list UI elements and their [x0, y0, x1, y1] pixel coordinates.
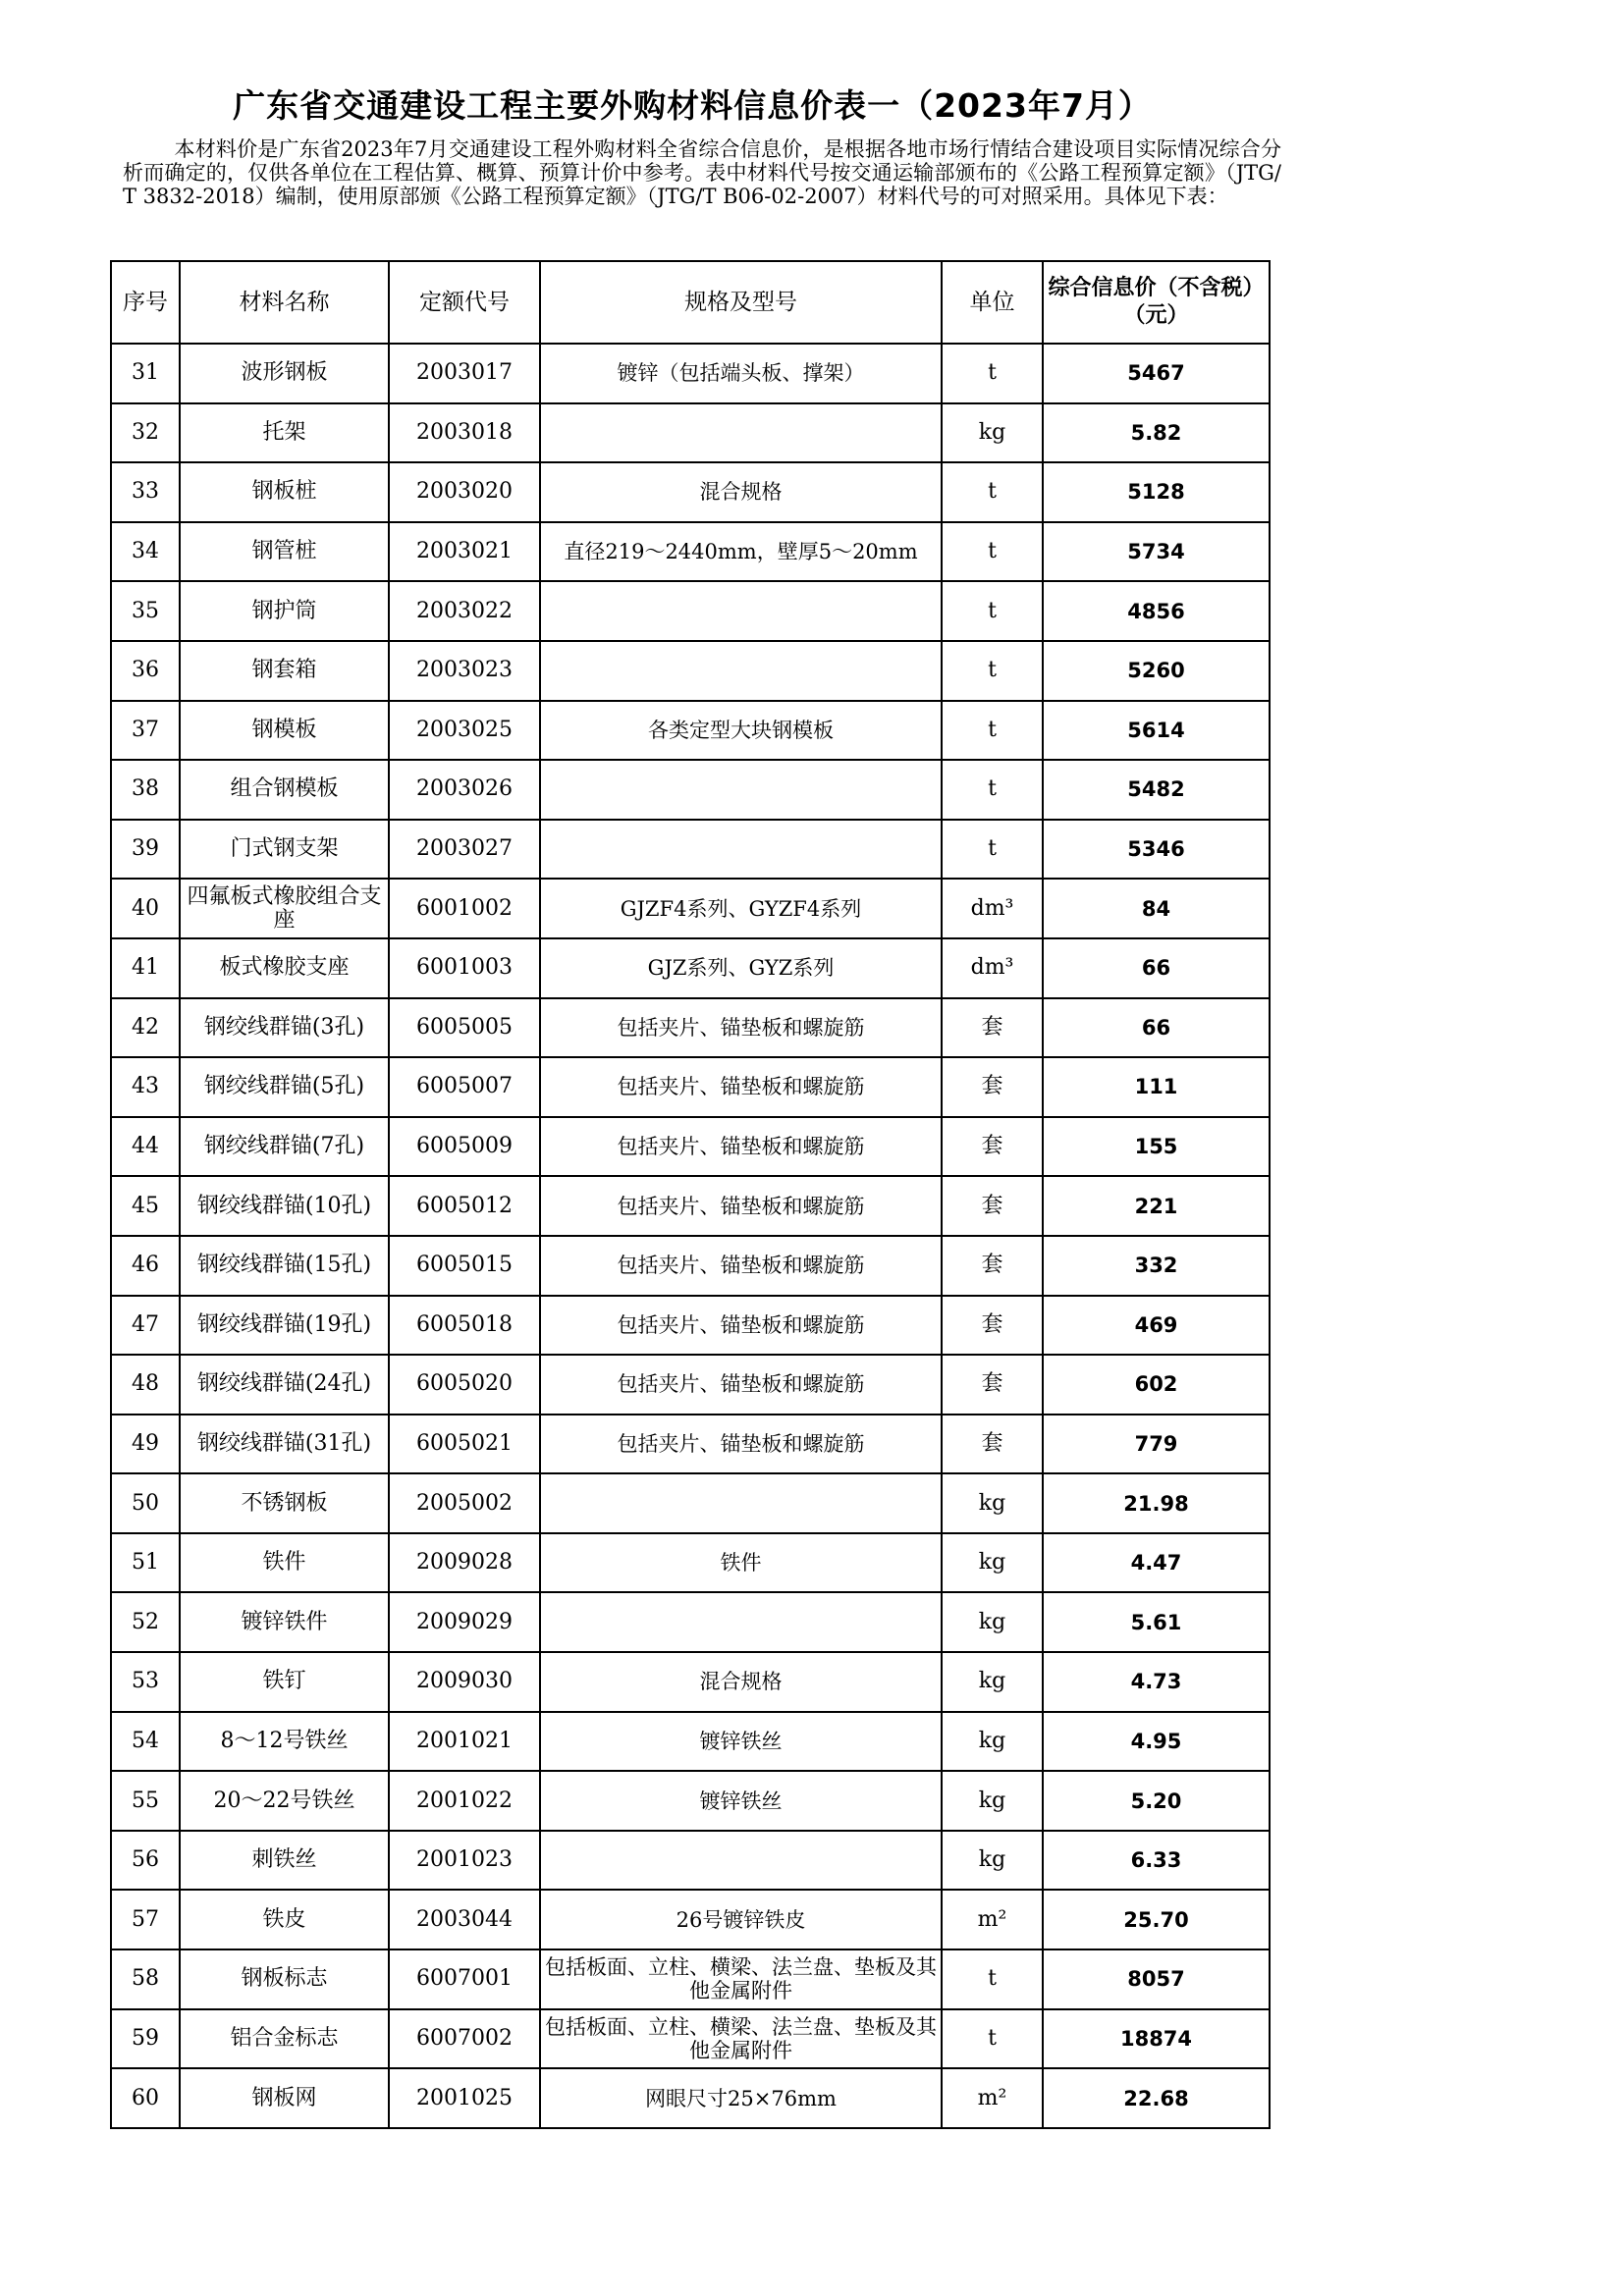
cell-spec	[540, 581, 942, 641]
cell-price: 5614	[1043, 701, 1270, 761]
cell-name: 刺铁丝	[180, 1831, 389, 1891]
cell-no: 41	[111, 938, 180, 998]
cell-spec: 包括板面、立柱、横梁、法兰盘、垫板及其他金属附件	[540, 1949, 942, 2009]
cell-name: 钢绞线群锚(7孔)	[180, 1117, 389, 1177]
cell-spec	[540, 1473, 942, 1533]
cell-no: 35	[111, 581, 180, 641]
cell-unit: t	[942, 344, 1043, 403]
table-row	[111, 522, 1270, 582]
cell-name: 钢管桩	[180, 522, 389, 582]
cell-spec: 镀锌铁丝	[540, 1771, 942, 1831]
cell-unit: 套	[942, 1057, 1043, 1117]
cell-spec: GJZF4系列、GYZF4系列	[540, 879, 942, 938]
cell-code: 6001002	[389, 879, 540, 938]
cell-price: 25.70	[1043, 1890, 1270, 1949]
table-row	[111, 2009, 1270, 2069]
cell-unit: t	[942, 641, 1043, 701]
cell-name: 镀锌铁件	[180, 1592, 389, 1652]
cell-no: 55	[111, 1771, 180, 1831]
table-row	[111, 2068, 1270, 2128]
cell-spec	[540, 1592, 942, 1652]
header-code: 定额代号	[389, 261, 540, 344]
cell-name: 20～22号铁丝	[180, 1771, 389, 1831]
table-header-row	[111, 261, 1270, 344]
cell-name: 铁件	[180, 1533, 389, 1593]
table-row	[111, 1592, 1270, 1652]
cell-spec: 镀锌铁丝	[540, 1712, 942, 1772]
table-row	[111, 403, 1270, 463]
cell-name: 铝合金标志	[180, 2009, 389, 2069]
cell-code: 2009029	[389, 1592, 540, 1652]
cell-spec: 包括夹片、锚垫板和螺旋筋	[540, 1236, 942, 1296]
cell-code: 2003018	[389, 403, 540, 463]
cell-code: 6005021	[389, 1415, 540, 1474]
cell-code: 2001023	[389, 1831, 540, 1891]
cell-spec: 混合规格	[540, 462, 942, 522]
cell-no: 38	[111, 760, 180, 820]
cell-price: 66	[1043, 998, 1270, 1058]
table-row	[111, 462, 1270, 522]
cell-no: 43	[111, 1057, 180, 1117]
table-body	[111, 344, 1270, 2128]
cell-name: 钢绞线群锚(15孔)	[180, 1236, 389, 1296]
header-price: 综合信息价（不含税）（元）	[1043, 261, 1270, 344]
cell-no: 33	[111, 462, 180, 522]
cell-unit: t	[942, 462, 1043, 522]
cell-no: 31	[111, 344, 180, 403]
cell-unit: 套	[942, 998, 1043, 1058]
cell-no: 46	[111, 1236, 180, 1296]
cell-price: 5467	[1043, 344, 1270, 403]
cell-name: 组合钢模板	[180, 760, 389, 820]
cell-price: 4.47	[1043, 1533, 1270, 1593]
cell-price: 18874	[1043, 2009, 1270, 2069]
header-no: 序号	[111, 261, 180, 344]
cell-no: 40	[111, 879, 180, 938]
table-row	[111, 1771, 1270, 1831]
cell-no: 58	[111, 1949, 180, 2009]
cell-price: 4.73	[1043, 1652, 1270, 1712]
cell-code: 2003020	[389, 462, 540, 522]
cell-price: 8057	[1043, 1949, 1270, 2009]
table-row	[111, 998, 1270, 1058]
cell-code: 2003025	[389, 701, 540, 761]
cell-spec: 26号镀锌铁皮	[540, 1890, 942, 1949]
cell-name: 四氟板式橡胶组合支座	[180, 879, 389, 938]
cell-name: 波形钢板	[180, 344, 389, 403]
cell-price: 21.98	[1043, 1473, 1270, 1533]
cell-unit: 套	[942, 1176, 1043, 1236]
table-row	[111, 641, 1270, 701]
table-row	[111, 879, 1270, 938]
cell-no: 37	[111, 701, 180, 761]
cell-code: 2003021	[389, 522, 540, 582]
cell-price: 332	[1043, 1236, 1270, 1296]
cell-code: 2001025	[389, 2068, 540, 2128]
table-row	[111, 1415, 1270, 1474]
cell-code: 6005009	[389, 1117, 540, 1177]
table-row	[111, 938, 1270, 998]
cell-unit: t	[942, 2009, 1043, 2069]
table-row	[111, 1355, 1270, 1415]
cell-name: 铁钉	[180, 1652, 389, 1712]
table-row	[111, 1890, 1270, 1949]
cell-spec	[540, 1831, 942, 1891]
cell-no: 42	[111, 998, 180, 1058]
table-row	[111, 1473, 1270, 1533]
table-row	[111, 1712, 1270, 1772]
cell-code: 2003027	[389, 820, 540, 880]
cell-price: 469	[1043, 1296, 1270, 1356]
cell-name: 钢板网	[180, 2068, 389, 2128]
cell-code: 6005007	[389, 1057, 540, 1117]
cell-name: 不锈钢板	[180, 1473, 389, 1533]
cell-name: 钢模板	[180, 701, 389, 761]
cell-spec	[540, 641, 942, 701]
cell-no: 50	[111, 1473, 180, 1533]
cell-code: 2003044	[389, 1890, 540, 1949]
cell-no: 59	[111, 2009, 180, 2069]
cell-unit: kg	[942, 1771, 1043, 1831]
cell-name: 钢绞线群锚(3孔)	[180, 998, 389, 1058]
cell-price: 221	[1043, 1176, 1270, 1236]
cell-no: 48	[111, 1355, 180, 1415]
cell-spec: 直径219～2440mm，壁厚5～20mm	[540, 522, 942, 582]
table-row	[111, 581, 1270, 641]
cell-code: 2005002	[389, 1473, 540, 1533]
cell-no: 44	[111, 1117, 180, 1177]
cell-price: 5346	[1043, 820, 1270, 880]
cell-no: 54	[111, 1712, 180, 1772]
cell-name: 钢护筒	[180, 581, 389, 641]
table-row	[111, 1831, 1270, 1891]
cell-unit: m²	[942, 2068, 1043, 2128]
cell-spec	[540, 403, 942, 463]
cell-code: 2009030	[389, 1652, 540, 1712]
cell-price: 22.68	[1043, 2068, 1270, 2128]
cell-spec: 包括板面、立柱、横梁、法兰盘、垫板及其他金属附件	[540, 2009, 942, 2069]
cell-name: 钢板桩	[180, 462, 389, 522]
cell-no: 32	[111, 403, 180, 463]
cell-spec: 包括夹片、锚垫板和螺旋筋	[540, 1117, 942, 1177]
cell-no: 56	[111, 1831, 180, 1891]
cell-no: 39	[111, 820, 180, 880]
cell-price: 602	[1043, 1355, 1270, 1415]
cell-spec: GJZ系列、GYZ系列	[540, 938, 942, 998]
cell-no: 57	[111, 1890, 180, 1949]
cell-code: 6005020	[389, 1355, 540, 1415]
cell-unit: dm³	[942, 879, 1043, 938]
cell-unit: t	[942, 581, 1043, 641]
table-row	[111, 760, 1270, 820]
table-row	[111, 1057, 1270, 1117]
cell-spec: 镀锌（包括端头板、撑架）	[540, 344, 942, 403]
cell-code: 6001003	[389, 938, 540, 998]
cell-no: 60	[111, 2068, 180, 2128]
cell-spec	[540, 760, 942, 820]
cell-code: 6005005	[389, 998, 540, 1058]
cell-code: 6007001	[389, 1949, 540, 2009]
cell-name: 钢板标志	[180, 1949, 389, 2009]
cell-price: 84	[1043, 879, 1270, 938]
cell-price: 5128	[1043, 462, 1270, 522]
cell-spec: 包括夹片、锚垫板和螺旋筋	[540, 1176, 942, 1236]
cell-code: 2001021	[389, 1712, 540, 1772]
cell-price: 5482	[1043, 760, 1270, 820]
cell-code: 2001022	[389, 1771, 540, 1831]
cell-no: 45	[111, 1176, 180, 1236]
cell-price: 5734	[1043, 522, 1270, 582]
cell-no: 34	[111, 522, 180, 582]
table-row	[111, 1652, 1270, 1712]
cell-unit: 套	[942, 1296, 1043, 1356]
table-row	[111, 344, 1270, 403]
table-row	[111, 1949, 1270, 2009]
cell-unit: 套	[942, 1236, 1043, 1296]
cell-unit: kg	[942, 1592, 1043, 1652]
cell-no: 36	[111, 641, 180, 701]
cell-code: 6005018	[389, 1296, 540, 1356]
cell-code: 2009028	[389, 1533, 540, 1593]
cell-unit: t	[942, 820, 1043, 880]
cell-code: 6007002	[389, 2009, 540, 2069]
cell-unit: t	[942, 522, 1043, 582]
cell-price: 5.82	[1043, 403, 1270, 463]
header-spec: 规格及型号	[540, 261, 942, 344]
cell-spec: 网眼尺寸25×76mm	[540, 2068, 942, 2128]
cell-price: 111	[1043, 1057, 1270, 1117]
cell-price: 6.33	[1043, 1831, 1270, 1891]
cell-unit: 套	[942, 1415, 1043, 1474]
table-row	[111, 820, 1270, 880]
cell-name: 托架	[180, 403, 389, 463]
cell-spec: 铁件	[540, 1533, 942, 1593]
header-unit: 单位	[942, 261, 1043, 344]
cell-code: 2003017	[389, 344, 540, 403]
page-title: 广东省交通建设工程主要外购材料信息价表一（2023年7月）	[233, 86, 1152, 125]
cell-no: 47	[111, 1296, 180, 1356]
table-row	[111, 701, 1270, 761]
cell-unit: m²	[942, 1890, 1043, 1949]
cell-unit: dm³	[942, 938, 1043, 998]
cell-name: 板式橡胶支座	[180, 938, 389, 998]
cell-code: 6005015	[389, 1236, 540, 1296]
cell-name: 钢绞线群锚(10孔)	[180, 1176, 389, 1236]
cell-unit: kg	[942, 1652, 1043, 1712]
cell-unit: t	[942, 1949, 1043, 2009]
cell-unit: 套	[942, 1117, 1043, 1177]
cell-price: 5.20	[1043, 1771, 1270, 1831]
cell-no: 49	[111, 1415, 180, 1474]
price-table	[110, 260, 1271, 2129]
cell-name: 钢套箱	[180, 641, 389, 701]
cell-spec: 包括夹片、锚垫板和螺旋筋	[540, 998, 942, 1058]
cell-name: 钢绞线群锚(5孔)	[180, 1057, 389, 1117]
cell-name: 钢绞线群锚(19孔)	[180, 1296, 389, 1356]
cell-no: 52	[111, 1592, 180, 1652]
cell-spec: 包括夹片、锚垫板和螺旋筋	[540, 1296, 942, 1356]
cell-code: 2003026	[389, 760, 540, 820]
cell-name: 铁皮	[180, 1890, 389, 1949]
cell-no: 53	[111, 1652, 180, 1712]
table-row	[111, 1296, 1270, 1356]
cell-unit: kg	[942, 1533, 1043, 1593]
cell-unit: 套	[942, 1355, 1043, 1415]
intro-paragraph: 本材料价是广东省2023年7月交通建设工程外购材料全省综合信息价，是根据各地市场行情结合建设项目实际情况综合分析而确定的，仅供各单位在工程估算、概算、预算计价中参考。表中材料代号按交通运输部颁布的《公路工程预算定额》（JTG/T 3832-2018）编制，使用原部颁《公路工程预算定额》（JTG/T B06-02-2007）材料代号的可对照采用。具体见下表：	[123, 137, 1281, 208]
cell-unit: t	[942, 760, 1043, 820]
cell-spec: 混合规格	[540, 1652, 942, 1712]
cell-spec: 包括夹片、锚垫板和螺旋筋	[540, 1415, 942, 1474]
cell-code: 6005012	[389, 1176, 540, 1236]
cell-price: 5260	[1043, 641, 1270, 701]
cell-name: 钢绞线群锚(31孔)	[180, 1415, 389, 1474]
cell-name: 钢绞线群锚(24孔)	[180, 1355, 389, 1415]
cell-spec: 各类定型大块钢模板	[540, 701, 942, 761]
cell-price: 66	[1043, 938, 1270, 998]
cell-name: 门式钢支架	[180, 820, 389, 880]
cell-unit: kg	[942, 1712, 1043, 1772]
cell-spec	[540, 820, 942, 880]
cell-code: 2003023	[389, 641, 540, 701]
cell-unit: kg	[942, 1473, 1043, 1533]
cell-unit: t	[942, 701, 1043, 761]
table-row	[111, 1176, 1270, 1236]
cell-spec: 包括夹片、锚垫板和螺旋筋	[540, 1057, 942, 1117]
cell-spec: 包括夹片、锚垫板和螺旋筋	[540, 1355, 942, 1415]
cell-price: 155	[1043, 1117, 1270, 1177]
table-row	[111, 1117, 1270, 1177]
header-name: 材料名称	[180, 261, 389, 344]
cell-name: 8～12号铁丝	[180, 1712, 389, 1772]
cell-price: 779	[1043, 1415, 1270, 1474]
table-row	[111, 1533, 1270, 1593]
table-row	[111, 1236, 1270, 1296]
cell-price: 4856	[1043, 581, 1270, 641]
cell-no: 51	[111, 1533, 180, 1593]
cell-unit: kg	[942, 403, 1043, 463]
cell-unit: kg	[942, 1831, 1043, 1891]
cell-price: 4.95	[1043, 1712, 1270, 1772]
cell-code: 2003022	[389, 581, 540, 641]
cell-price: 5.61	[1043, 1592, 1270, 1652]
